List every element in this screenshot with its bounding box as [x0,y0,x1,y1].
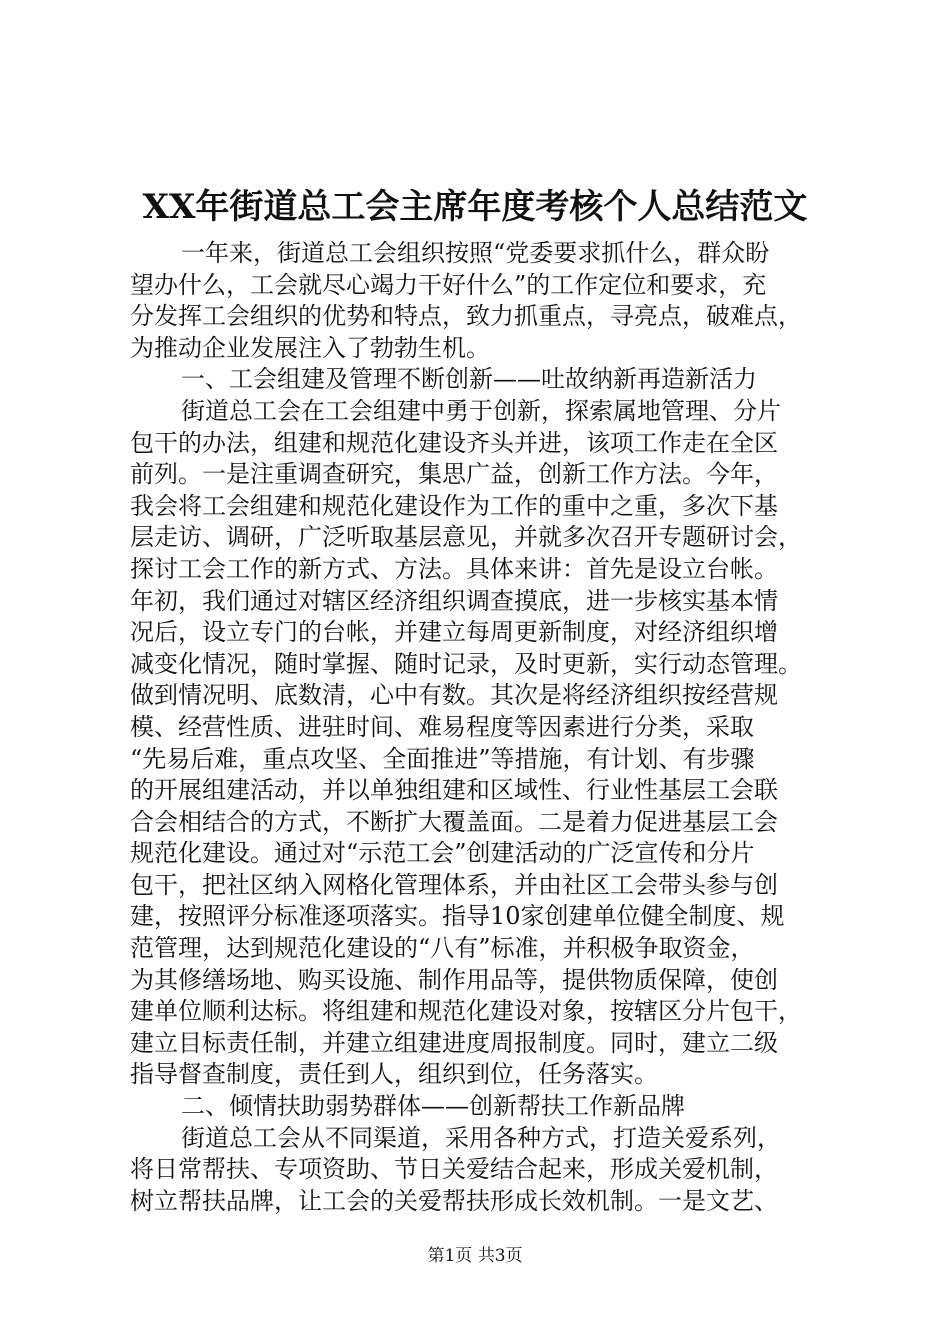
body-line: 建，按照评分标准逐项落实。指导10家创建单位健全制度、规 [130,902,785,931]
body-line: 树立帮扶品牌，让工会的关爱帮扶形成长效机制。一是文艺、 [130,1186,778,1215]
body-line: 街道总工会从不同渠道，采用各种方式，打造关爱系列， [181,1123,781,1152]
body-line: 减变化情况，随时掌握、随时记录，及时更新，实行动态管理。 [130,649,802,678]
body-line: 年初，我们通过对辖区经济组织调查摸底，进一步核实基本情 [130,586,778,615]
section-heading: 一、工会组建及管理不断创新——吐故纳新再造新活力 [181,365,757,394]
body-line: 规范化建设。通过对“示范工会”创建活动的广泛宣传和分片 [130,839,755,868]
body-line: 的开展组建活动，并以单独组建和区域性、行业性基层工会联 [130,776,778,805]
document-body [130,238,825,1217]
body-line: 街道总工会在工会组建中勇于创新，探索属地管理、分片 [181,396,781,425]
body-line: 建立目标责任制，并建立组建进度周报制度。同时，建立二级 [130,1028,778,1057]
body-line: 模、经营性质、进驻时间、难易程度等因素进行分类，采取 [130,712,754,741]
body-line: 建单位顺利达标。将组建和规范化建设对象，按辖区分片包干， [130,997,802,1026]
body-line: 范管理，达到规范化建设的“八有”标准，并积极争取资金， [130,934,755,963]
body-line: 分发挥工会组织的优势和特点，致力抓重点，寻亮点，破难点， [130,302,802,331]
body-line: 前列。一是注重调查研究，集思广益，创新工作方法。今年， [130,460,778,489]
body-line: 合会相结合的方式，不断扩大覆盖面。二是着力促进基层工会 [130,807,778,836]
body-line: 况后，设立专门的台帐，并建立每周更新制度，对经济组织增 [130,618,778,647]
body-line: 望办什么，工会就尽心竭力干好什么”的工作定位和要求，充 [130,270,767,299]
body-line: “先易后难，重点攻坚、全面推进”等措施，有计划、有步骤 [130,744,755,773]
body-line: 包干的办法，组建和规范化建设齐头并进，该项工作走在全区 [130,428,778,457]
body-line: 一年来，街道总工会组织按照“党委要求抓什么，群众盼 [181,239,770,267]
section-heading: 二、倾情扶助弱势群体——创新帮扶工作新品牌 [181,1092,685,1121]
body-line: 探讨工会工作的新方式、方法。具体来讲：首先是设立台帐。 [130,554,778,583]
body-line: 做到情况明、底数清，心中有数。其次是将经济组织按经营规 [130,681,778,710]
body-line: 将日常帮扶、专项资助、节日关爱结合起来，形成关爱机制， [130,1155,778,1184]
body-line: 层走访、调研，广泛听取基层意见，并就多次召开专题研讨会， [130,523,802,552]
body-line: 为推动企业发展注入了勃勃生机。 [130,333,490,362]
document-title: XX年街道总工会主席年度考核个人总结范文 [142,187,808,227]
body-line: 为其修缮场地、购买设施、制作用品等，提供物质保障，使创 [130,965,778,994]
page-footer: 第1页 共3页 [427,1246,523,1266]
body-line: 包干，把社区纳入网格化管理体系，并由社区工会带头参与创 [130,870,778,899]
body-line: 我会将工会组建和规范化建设作为工作的重中之重，多次下基 [130,491,778,520]
body-line: 指导督查制度，责任到人，组织到位，任务落实。 [130,1060,658,1089]
